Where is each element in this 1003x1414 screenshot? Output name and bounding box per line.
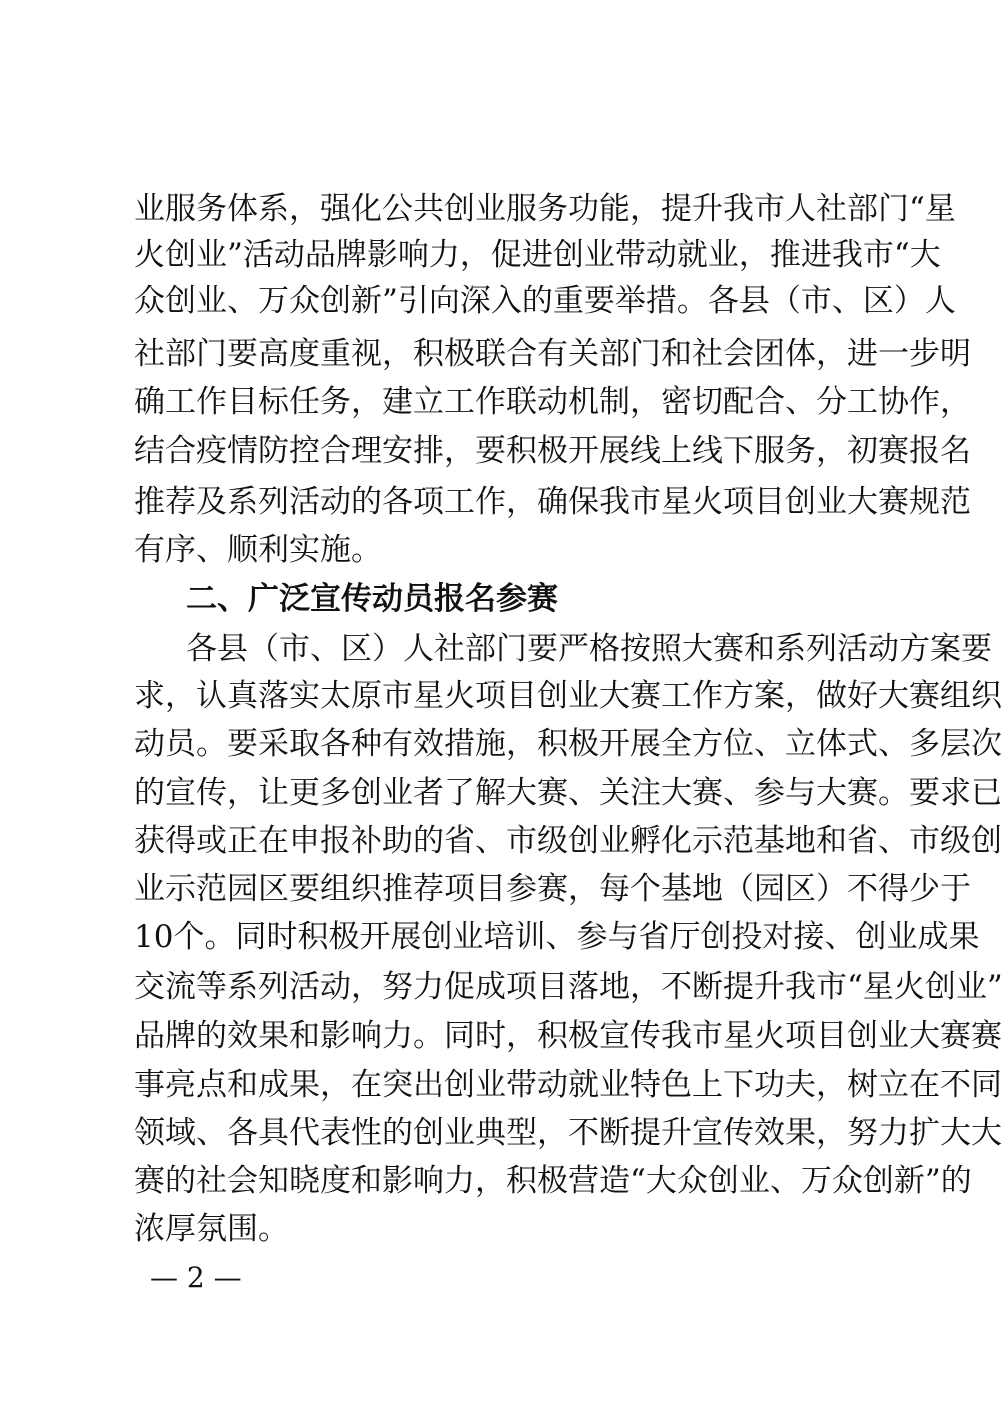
paragraph-2-line-5: 获得或正在申报补助的省、市级创业孵化示范基地和省、市级创 (134, 823, 1002, 859)
paragraph-2-line-11: 领域、各具代表性的创业典型，不断提升宣传效果，努力扩大大 (134, 1115, 1002, 1151)
section-heading: 二、广泛宣传动员报名参赛 (186, 581, 558, 617)
paragraph-1-line-6: 结合疫情防控合理安排，要积极开展线上线下服务，初赛报名 (134, 433, 971, 469)
page-number: — 2 — (150, 1261, 242, 1294)
paragraph-2-line-7: 10个。同时积极开展创业培训、参与省厅创投对接、创业成果 (134, 919, 980, 955)
paragraph-1-line-4: 社部门要高度重视，积极联合有关部门和社会团体，进一步明 (134, 336, 971, 372)
paragraph-2-line-3: 动员。要采取各种有效措施，积极开展全方位、立体式、多层次 (134, 726, 1002, 762)
paragraph-1-line-5: 确工作目标任务，建立工作联动机制，密切配合、分工协作， (134, 384, 971, 420)
paragraph-1-line-2: 火创业”活动品牌影响力，促进创业带动就业，推进我市“大 (134, 237, 941, 273)
paragraph-1-line-1: 业服务体系，强化公共创业服务功能，提升我市人社部门“星 (134, 191, 956, 227)
paragraph-2-line-6: 业示范园区要组织推荐项目参赛，每个基地（园区）不得少于 (134, 871, 971, 907)
paragraph-2-line-12: 赛的社会知晓度和影响力，积极营造“大众创业、万众创新”的 (134, 1163, 972, 1199)
paragraph-2-line-9: 品牌的效果和影响力。同时，积极宣传我市星火项目创业大赛赛 (134, 1018, 1002, 1054)
paragraph-2-line-1: 各县（市、区）人社部门要严格按照大赛和系列活动方案要 (186, 631, 992, 667)
paragraph-2-line-4: 的宣传，让更多创业者了解大赛、关注大赛、参与大赛。要求已 (134, 775, 1002, 811)
paragraph-1-line-7: 推荐及系列活动的各项工作，确保我市星火项目创业大赛规范 (134, 484, 971, 520)
paragraph-2-line-8: 交流等系列活动，努力促成项目落地，不断提升我市“星火创业” (134, 969, 1003, 1005)
paragraph-1-line-3: 众创业、万众创新”引向深入的重要举措。各县（市、区）人 (134, 283, 956, 319)
paragraph-1-line-8: 有序、顺利实施。 (134, 532, 382, 568)
paragraph-2-line-13: 浓厚氛围。 (134, 1211, 289, 1247)
paragraph-2-line-2: 求，认真落实太原市星火项目创业大赛工作方案，做好大赛组织 (134, 678, 1002, 714)
paragraph-2-line-10: 事亮点和成果，在突出创业带动就业特色上下功夫，树立在不同 (134, 1067, 1002, 1103)
